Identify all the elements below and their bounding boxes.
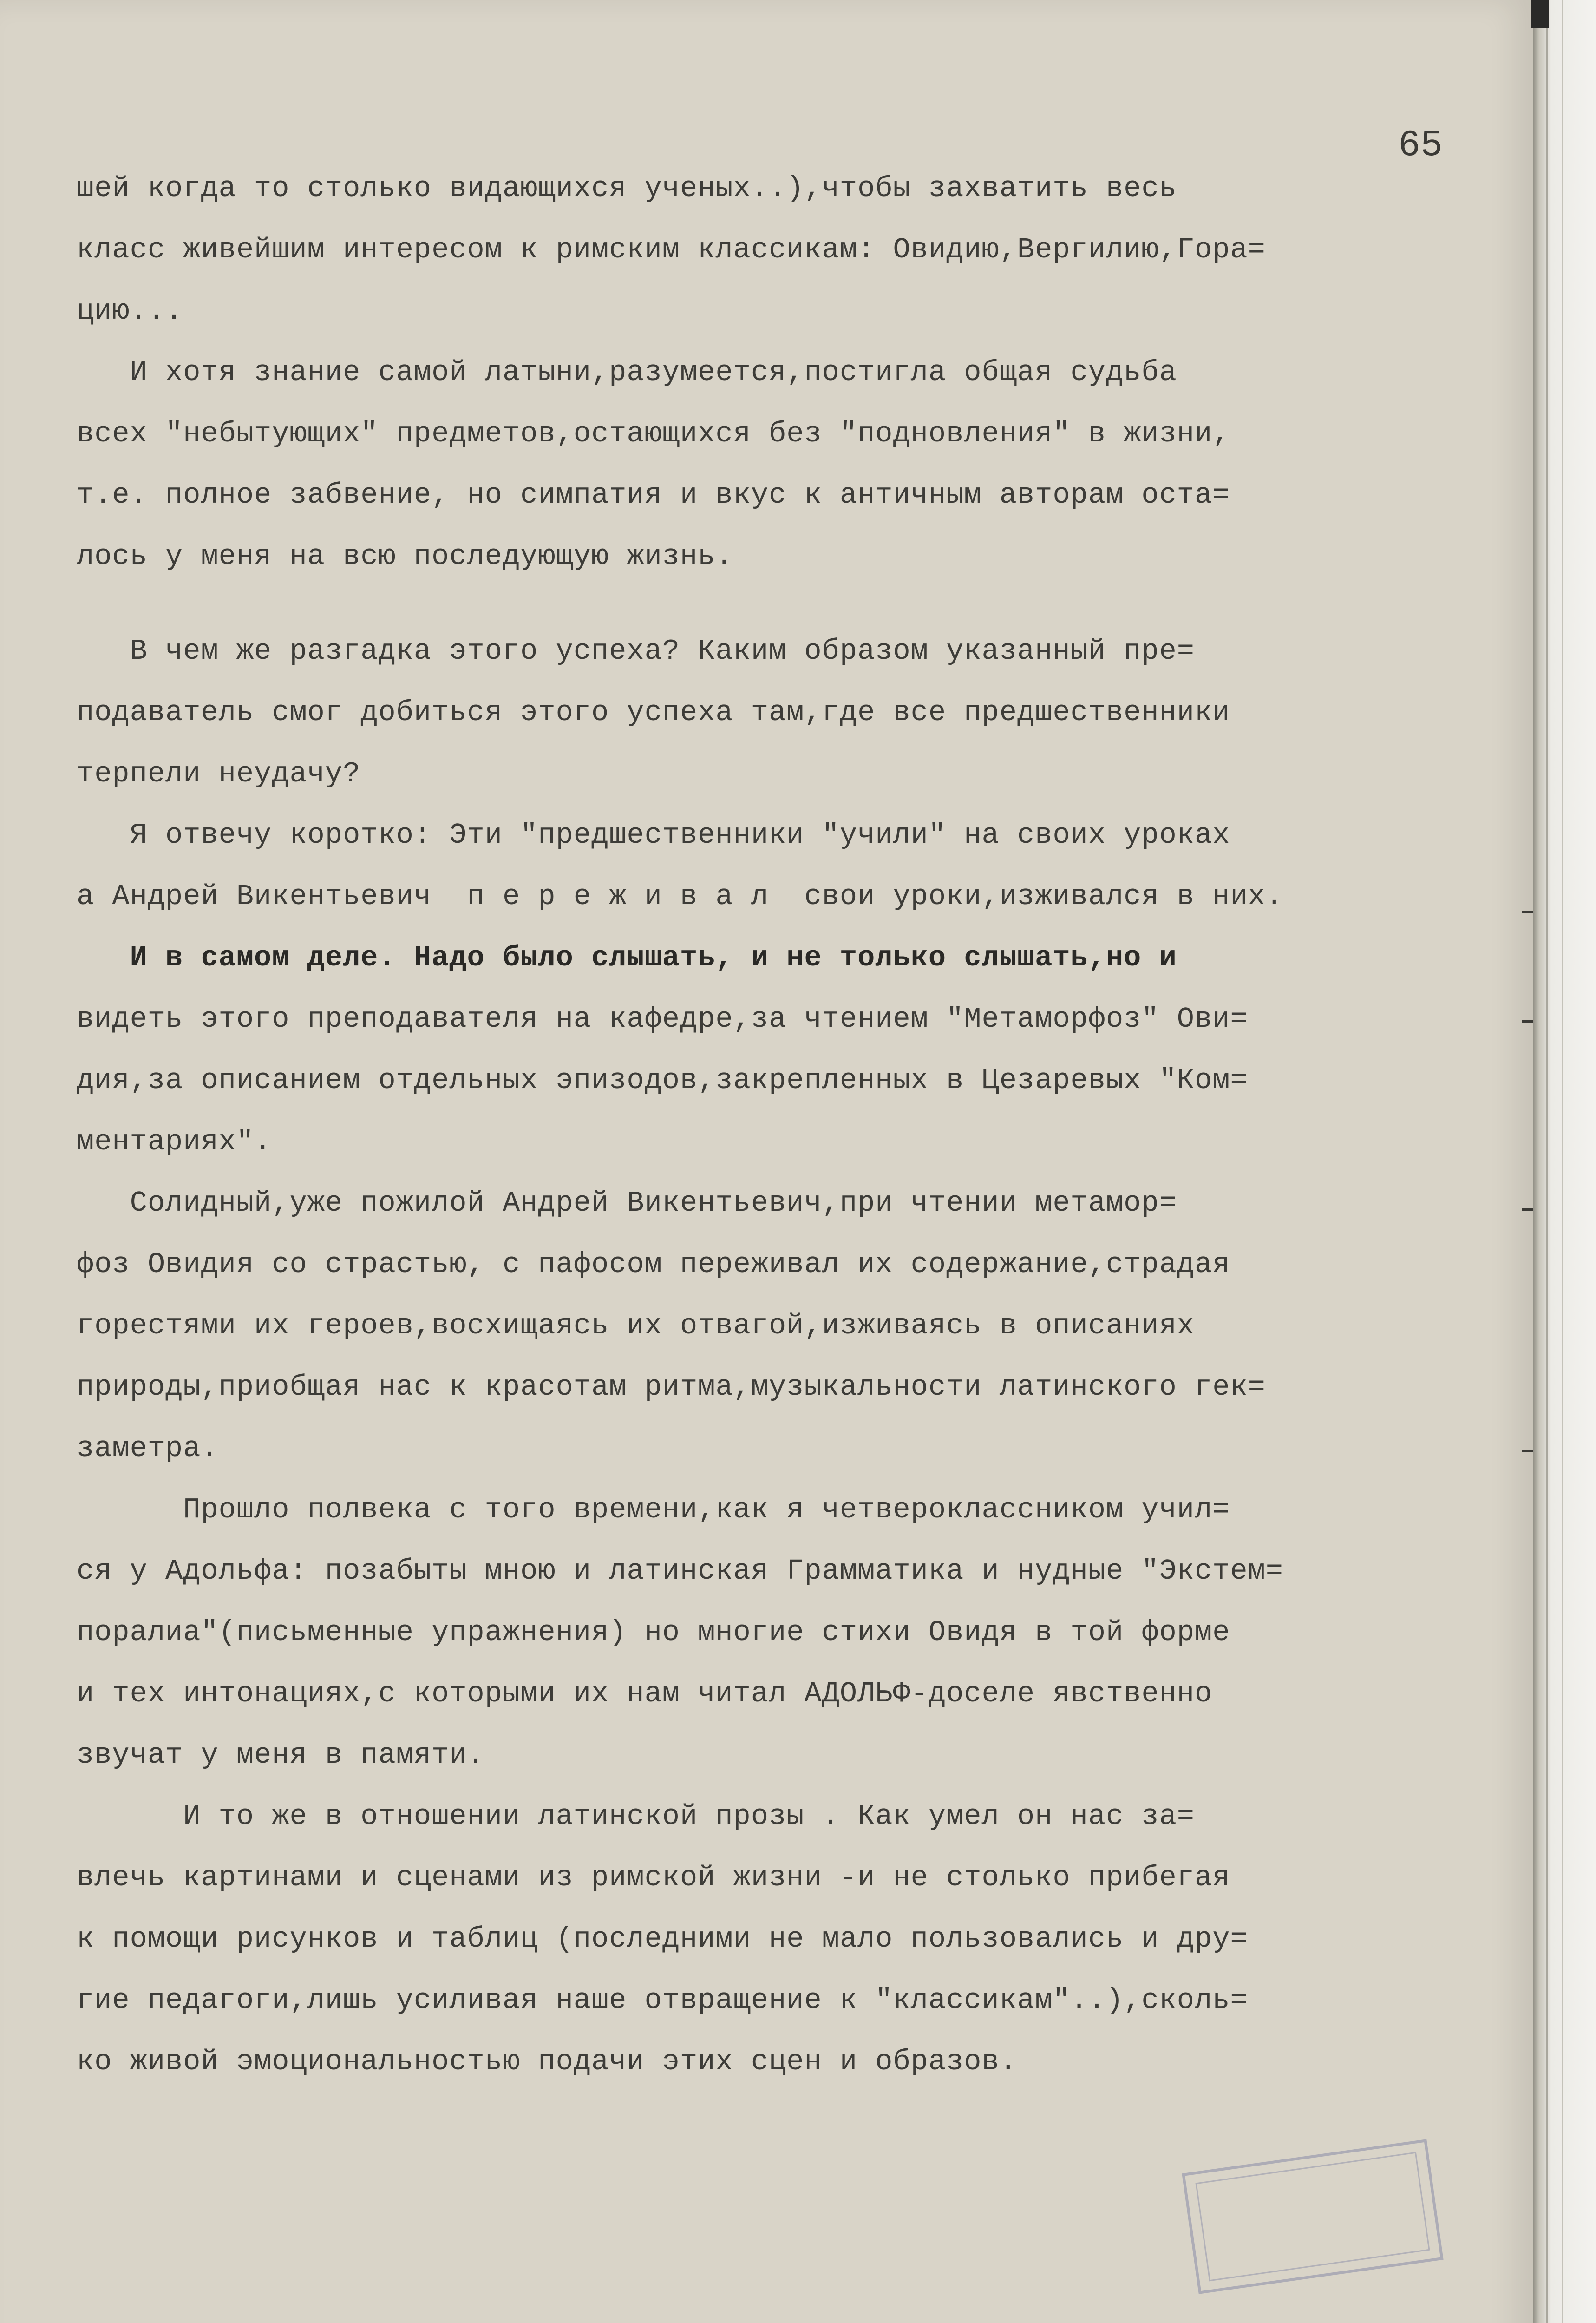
margin-mark [1522, 911, 1534, 913]
text-line: Прошло полвека с того времени,как я четвероклассником учил= [77, 1493, 1230, 1526]
margin-mark [1522, 1020, 1534, 1023]
text-line: дия,за описанием отдельных эпизодов,закрепленных в Цезаревых "Ком= [77, 1064, 1248, 1097]
text-line: гие педагоги,лишь усиливая наше отвращение к "классикам"..),сколь= [77, 1984, 1248, 2017]
binder-clip [1531, 0, 1549, 28]
text-line: видеть этого преподавателя на кафедре,за чтением "Метаморфоз" Ови= [77, 1003, 1248, 1036]
text-line: ко живой эмоциональностью подачи этих сцен и образов. [77, 2045, 1017, 2078]
edge-line [1562, 0, 1563, 2323]
typed-text-body [77, 158, 1503, 2093]
text-line: и тех интонациях,с которыми их нам читал АДОЛЬФ-доселе явственно [77, 1677, 1213, 1710]
text-line: подаватель смог добиться этого успеха там,где все предшественники [77, 696, 1230, 729]
text-line: класс живейшим интересом к римским классикам: Овидию,Вергилию,Гора= [77, 233, 1266, 266]
text-line: лось у меня на всю последующую жизнь. [77, 540, 733, 573]
text-line: шей когда то столько видающихся ученых..),чтобы захватить весь [77, 172, 1177, 205]
text-line: влечь картинами и сценами из римской жизни -и не столько прибегая [77, 1861, 1230, 1894]
text-line: И то же в отношении латинской прозы . Как умел он нас за= [77, 1800, 1195, 1833]
text-line: цию... [77, 295, 183, 328]
text-line: И хотя знание самой латыни,разумеется,постигла общая судьба [77, 356, 1177, 389]
text-line: природы,приобщая нас к красотам ритма,музыкальности латинского гек= [77, 1371, 1266, 1404]
text-line: Я отвечу коротко: Эти "предшественники "учили" на своих уроках [77, 819, 1230, 852]
text-line: поралиа"(письменные упражнения) но многие стихи Овидя в той форме [77, 1616, 1230, 1649]
text-line: Солидный,уже пожилой Андрей Викентьевич,при чтении метамор= [77, 1187, 1177, 1220]
margin-mark [1522, 1450, 1534, 1452]
text-line: фоз Овидия со страстью, с пафосом переживал их содержание,страдая [77, 1248, 1230, 1281]
text-line: к помощи рисунков и таблиц (последними не мало пользовались и дру= [77, 1923, 1248, 1956]
text-line: ся у Адольфа: позабыты мною и латинская Грамматика и нудные "Экстем= [77, 1555, 1284, 1588]
text-line: В чем же разгадка этого успеха? Каким образом указанный пре= [77, 635, 1195, 668]
page-number: 65 [1398, 125, 1443, 167]
text-line: горестями их героев,восхищаясь их отвагой,изживаясь в описаниях [77, 1309, 1195, 1342]
text-line: звучат у меня в памяти. [77, 1739, 485, 1772]
text-line: И в самом деле. Надо было слышать, и не только слышать,но и [77, 941, 1177, 974]
edge-line [1546, 0, 1548, 2323]
text-line: всех "небытующих" предметов,остающихся без "подновления" в жизни, [77, 417, 1230, 450]
text-line: терпели неудачу? [77, 757, 361, 790]
margin-mark [1522, 1208, 1534, 1211]
stamp-inner-border [1195, 2152, 1430, 2282]
binder-edge [1533, 0, 1596, 2323]
text-line: заметра. [77, 1432, 219, 1465]
paragraph-gap [77, 587, 1503, 621]
archive-stamp [1182, 2139, 1443, 2294]
text-line: т.е. полное забвение, но симпатия и вкус к античным авторам оста= [77, 479, 1230, 512]
text-line-emphasis: а Андрей Викентьевич п е р е ж и в а л свои уроки,изживался в них. [77, 880, 1284, 913]
text-line: ментариях". [77, 1125, 272, 1158]
